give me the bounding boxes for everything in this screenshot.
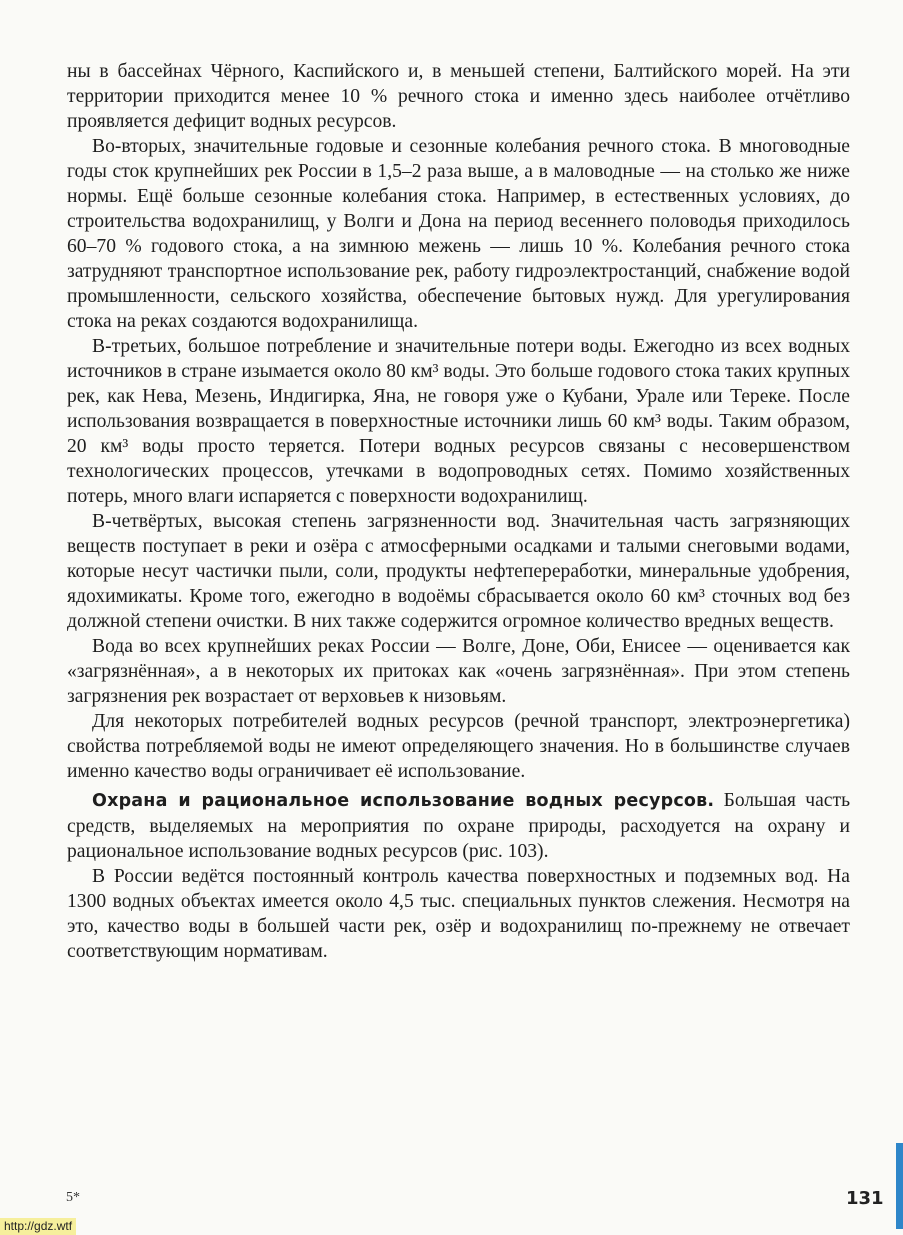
paragraph-second-point: Во-вторых, значительные годовые и сезонные колебания речного стока. В многоводные годы сток крупнейших рек России в 1,5–2 раза выше, а в маловодные — на столько же ниже нормы. Ещё больше сезонные колебания стока. Например, в естественных условиях, до строительства водохранилищ, у Волги и Дона на период весеннего половодья приходилось 60–70 % годового стока, а на зимнюю межень — лишь 10 %. Колебания речного стока затрудняют транспортное использование рек, работу гидроэлектростанций, снабжение водой промышленности, сельского хозяйства, обеспечение бытовых нужд. Для урегулирования стока на реках создаются водохранилища. (67, 136, 850, 332)
section-paragraph (67, 788, 850, 864)
paragraph-monitoring: В России ведётся постоянный контроль качества поверхностных и подземных вод. На 1300 водных объектах имеется около 4,5 тыс. специальных пунктов слежения. Несмотря на это, качество воды в большей части рек, озёр и водохранилищ по-прежнему не отвечает соответствующим нормативам. (67, 866, 850, 962)
page-number: 131 (846, 1188, 884, 1209)
paragraph-water-consumers: Для некоторых потребителей водных ресурсов (речной транспорт, электроэнергетика) свойства потребляемой воды не имеют определяющего значения. Но в большинстве случаев именно качество воды ограничивает её использование. (67, 711, 850, 782)
section-heading: Охрана и рациональное использование водных ресурсов. (92, 791, 715, 811)
body-text (67, 59, 850, 964)
paragraph-third-point: В-третьих, большое потребление и значительные потери воды. Ежегодно из всех водных источников в стране изымается около 80 км³ воды. Это больше годового стока таких крупных рек, как Нева, Мезень, Индигирка, Яна, не говоря уже о Кубани, Урале или Тереке. После использования возвращается в поверхностные источники лишь 60 км³ воды. Таким образом, 20 км³ воды просто теряется. Потери водных ресурсов связаны с несовершенством технологических процессов, утечками в водопроводных сетях. Помимо хозяйственных потерь, много влаги испаряется с поверхности водохранилищ. (67, 336, 850, 507)
page-edge-marker (896, 1143, 903, 1229)
paragraph-continuation: ны в бассейнах Чёрного, Каспийского и, в меньшей степени, Балтийского морей. На эти территории приходится менее 10 % речного стока и именно здесь наиболее отчётливо проявляется дефицит водных ресурсов. (67, 61, 850, 132)
section-text: Большая часть средств, выделяемых на мероприятия по охране природы, расходуется на охрану и рациональное использование водных ресурсов (рис. 103). (67, 790, 851, 862)
paragraph-fourth-point: В-четвёртых, высокая степень загрязненности вод. Значительная часть загрязняющих веществ поступает в реки и озёра с атмосферными осадками и талыми снеговыми водами, которые несут частички пыли, соли, продукты нефтепереработки, минеральные удобрения, ядохимикаты. Кроме того, ежегодно в водоёмы сбрасывается около 60 км³ сточных вод без должной степени очистки. В них также содержится огромное количество вредных веществ. (67, 511, 850, 632)
signature-mark: 5* (66, 1190, 80, 1205)
watermark-link[interactable]: http://gdz.wtf (0, 1218, 76, 1235)
paragraph-rivers-pollution: Вода во всех крупнейших реках России — Волге, Доне, Оби, Енисее — оценивается как «загрязнённая», а в некоторых их притоках как «очень загрязнённая». При этом степень загрязнения рек возрастает от верховьев к низовьям. (67, 636, 850, 707)
